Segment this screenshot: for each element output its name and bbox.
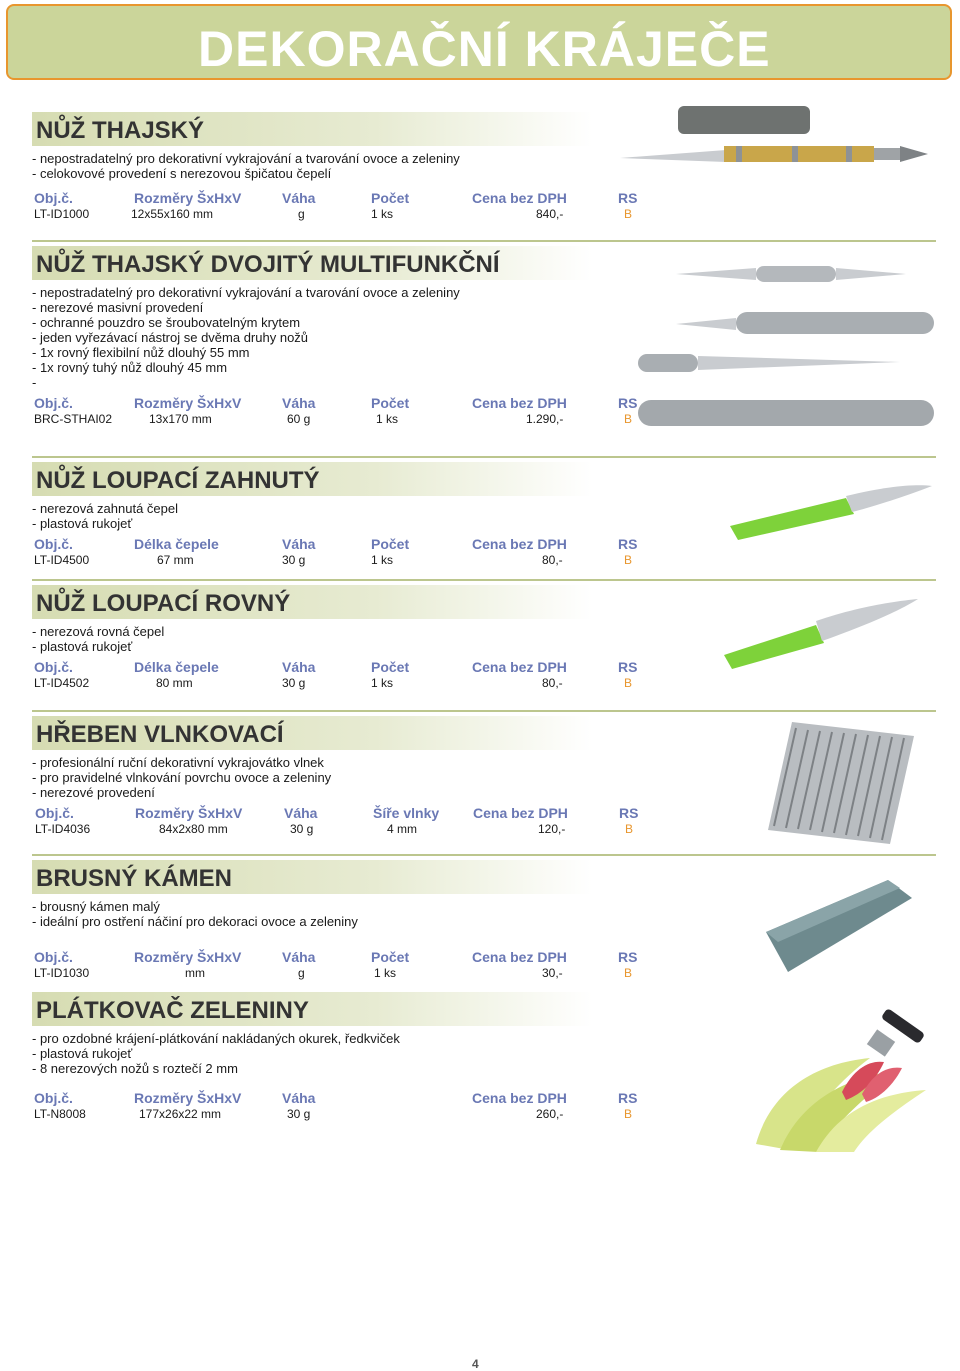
product-sharpening-stone	[32, 860, 936, 981]
header-rs: RS	[618, 395, 638, 411]
section-separator	[32, 710, 936, 712]
header-code: Obj.č.	[34, 659, 73, 675]
value-code: LT-ID1030	[34, 966, 90, 980]
desc-line: - pro pravidelné vlnkování povrchu ovoce a zeleniny	[32, 770, 332, 785]
value-count: 1 ks	[371, 553, 394, 567]
header-rs: RS	[618, 190, 638, 206]
value-code: LT-ID1000	[34, 207, 90, 221]
value-rs: B	[625, 822, 634, 836]
desc-line: - nerezové provedení	[32, 785, 155, 800]
value-rs: B	[624, 966, 633, 980]
value-rs: B	[624, 207, 633, 221]
header-count: Počet	[371, 395, 410, 411]
section-title: PLÁTKOVAČ ZELENINY	[36, 997, 309, 1024]
value-count: 1 ks	[371, 676, 394, 690]
section-title: NŮŽ LOUPACÍ ZAHNUTÝ	[36, 467, 320, 494]
header-dims: Rozměry ŠxHxV	[134, 949, 242, 965]
header-code: Obj.č.	[35, 805, 74, 821]
product-peeling-knife-straight	[32, 585, 936, 691]
value-wave-width: 4 mm	[387, 822, 417, 836]
value-dims: mm	[185, 966, 205, 980]
header-code: Obj.č.	[34, 1090, 73, 1106]
value-price: 30,-	[542, 966, 563, 980]
thai-knife-image	[616, 104, 936, 176]
value-blade-length: 80 mm	[156, 676, 193, 690]
section-separator	[32, 240, 936, 242]
header-count: Počet	[371, 190, 410, 206]
section-title: NŮŽ THAJSKÝ DVOJITÝ MULTIFUNKČNÍ	[36, 251, 500, 278]
section-separator	[32, 579, 936, 581]
value-rs: B	[624, 1107, 633, 1121]
header-dims: Rozměry ŠxHxV	[134, 1090, 242, 1106]
header-code: Obj.č.	[34, 190, 73, 206]
header-price: Cena bez DPH	[472, 190, 567, 206]
header-price: Cena bez DPH	[473, 805, 568, 821]
desc-line: - plastová rukojeť	[32, 1046, 133, 1061]
header-price: Cena bez DPH	[472, 1090, 567, 1106]
header-price: Cena bez DPH	[472, 949, 567, 965]
value-rs: B	[624, 676, 633, 690]
value-weight: 30 g	[287, 1107, 311, 1121]
value-weight: g	[298, 207, 305, 221]
section-title: NŮŽ THAJSKÝ	[36, 117, 205, 144]
header-rs: RS	[618, 536, 638, 552]
value-dims: 84x2x80 mm	[159, 822, 228, 836]
value-code: BRC-STHAI02	[34, 412, 113, 426]
header-price: Cena bez DPH	[472, 395, 567, 411]
desc-line: - ideální pro ostření náčiní pro dekoraci ovoce a zeleniny	[32, 914, 358, 929]
straight-knife-image	[716, 597, 936, 671]
header-rs: RS	[618, 949, 638, 965]
value-dims: 13x170 mm	[149, 412, 212, 426]
desc-line: - plastová rukojeť	[32, 516, 133, 531]
header-blade-length: Délka čepele	[134, 659, 219, 675]
desc-line: - jeden vyřezávací nástroj se dvěma druhy nožů	[32, 330, 309, 345]
value-weight: 30 g	[290, 822, 314, 836]
desc-line: - pro ozdobné krájení-plátkování nakládaných okurek, ředkviček	[32, 1031, 400, 1046]
header-blade-length: Délka čepele	[134, 536, 219, 552]
value-rs: B	[624, 412, 633, 426]
header-dims: Rozměry ŠxHxV	[134, 190, 242, 206]
value-weight: 30 g	[282, 553, 306, 567]
value-price: 80,-	[542, 553, 563, 567]
header-weight: Váha	[282, 190, 316, 206]
desc-line: - nerezové masivní provedení	[32, 300, 204, 315]
desc-line: - profesionální ruční dekorativní vykrajovátko vlnek	[32, 755, 324, 770]
product-peeling-knife-curved	[32, 462, 936, 568]
desc-line: - nerezová rovná čepel	[32, 624, 165, 639]
value-code: LT-ID4502	[34, 676, 90, 690]
desc-line: - 8 nerezových nožů s roztečí 2 mm	[32, 1061, 238, 1076]
wave-comb-image	[766, 718, 916, 848]
section-title: BRUSNÝ KÁMEN	[36, 865, 233, 892]
desc-line: - nepostradatelný pro dekorativní vykrajování a tvarování ovoce a zeleniny	[32, 285, 460, 300]
value-price: 1.290,-	[526, 412, 564, 426]
value-blade-length: 67 mm	[157, 553, 194, 567]
header-dims: Rozměry ŠxHxV	[134, 395, 242, 411]
value-dims: 177x26x22 mm	[139, 1107, 222, 1121]
header-count: Počet	[371, 659, 410, 675]
value-weight: g	[298, 966, 305, 980]
desc-line: -	[32, 375, 37, 390]
header-wave-width: Šíře vlnky	[373, 805, 440, 821]
section-title: NŮŽ LOUPACÍ ROVNÝ	[36, 590, 291, 617]
value-count: 1 ks	[371, 207, 394, 221]
header-count: Počet	[371, 536, 410, 552]
value-price: 120,-	[538, 822, 566, 836]
value-rs: B	[624, 553, 633, 567]
desc-line: - ochranné pouzdro se šroubovatelným krytem	[32, 315, 301, 330]
section-title: HŘEBEN VLNKOVACÍ	[36, 721, 284, 748]
sharpening-stone-image	[764, 876, 914, 976]
value-code: LT-N8008	[34, 1107, 86, 1121]
header-weight: Váha	[282, 1090, 316, 1106]
header-dims: Rozměry ŠxHxV	[135, 805, 243, 821]
desc-line: - nerezová zahnutá čepel	[32, 501, 178, 516]
header-weight: Váha	[284, 805, 318, 821]
header-weight: Váha	[282, 395, 316, 411]
desc-line: - brousný kámen malý	[32, 899, 160, 914]
page-title: DEKORAČNÍ KRÁJEČE	[198, 21, 771, 77]
desc-line: - 1x rovný tuhý nůž dlouhý 45 mm	[32, 360, 228, 375]
header-price: Cena bez DPH	[472, 536, 567, 552]
header-rs: RS	[618, 1090, 638, 1106]
header-weight: Váha	[282, 536, 316, 552]
header-rs: RS	[618, 659, 638, 675]
value-code: LT-ID4036	[35, 822, 91, 836]
header-weight: Váha	[282, 659, 316, 675]
header-price: Cena bez DPH	[472, 659, 567, 675]
header-weight: Váha	[282, 949, 316, 965]
desc-line: - 1x rovný flexibilní nůž dlouhý 55 mm	[32, 345, 250, 360]
section-separator	[32, 854, 936, 856]
section-separator	[32, 456, 936, 458]
product-wave-comb	[32, 716, 936, 837]
value-code: LT-ID4500	[34, 553, 90, 567]
header-rs: RS	[619, 805, 639, 821]
desc-line: - plastová rukojeť	[32, 639, 133, 654]
desc-line: - celokovové provedení s nerezovou špičatou čepelí	[32, 166, 332, 181]
value-weight: 30 g	[282, 676, 306, 690]
product-vegetable-slicer	[32, 992, 936, 1122]
value-weight: 60 g	[287, 412, 311, 426]
value-dims: 12x55x160 mm	[131, 207, 214, 221]
value-count: 1 ks	[374, 966, 397, 980]
value-price: 80,-	[542, 676, 563, 690]
header-code: Obj.č.	[34, 949, 73, 965]
product-thai-knife-double	[32, 246, 936, 427]
spec-table	[32, 190, 936, 222]
page-banner	[6, 4, 952, 80]
product-thai-knife	[32, 112, 936, 222]
header-count: Počet	[371, 949, 410, 965]
double-knife-image	[636, 260, 936, 432]
vegetable-slicer-image	[750, 1004, 930, 1154]
curved-knife-image	[726, 478, 936, 542]
value-count: 1 ks	[376, 412, 399, 426]
header-code: Obj.č.	[34, 395, 73, 411]
value-price: 260,-	[536, 1107, 564, 1121]
page-number: 4	[472, 1357, 479, 1371]
value-price: 840,-	[536, 207, 564, 221]
header-code: Obj.č.	[34, 536, 73, 552]
desc-line: - nepostradatelný pro dekorativní vykrajování a tvarování ovoce a zeleniny	[32, 151, 460, 166]
